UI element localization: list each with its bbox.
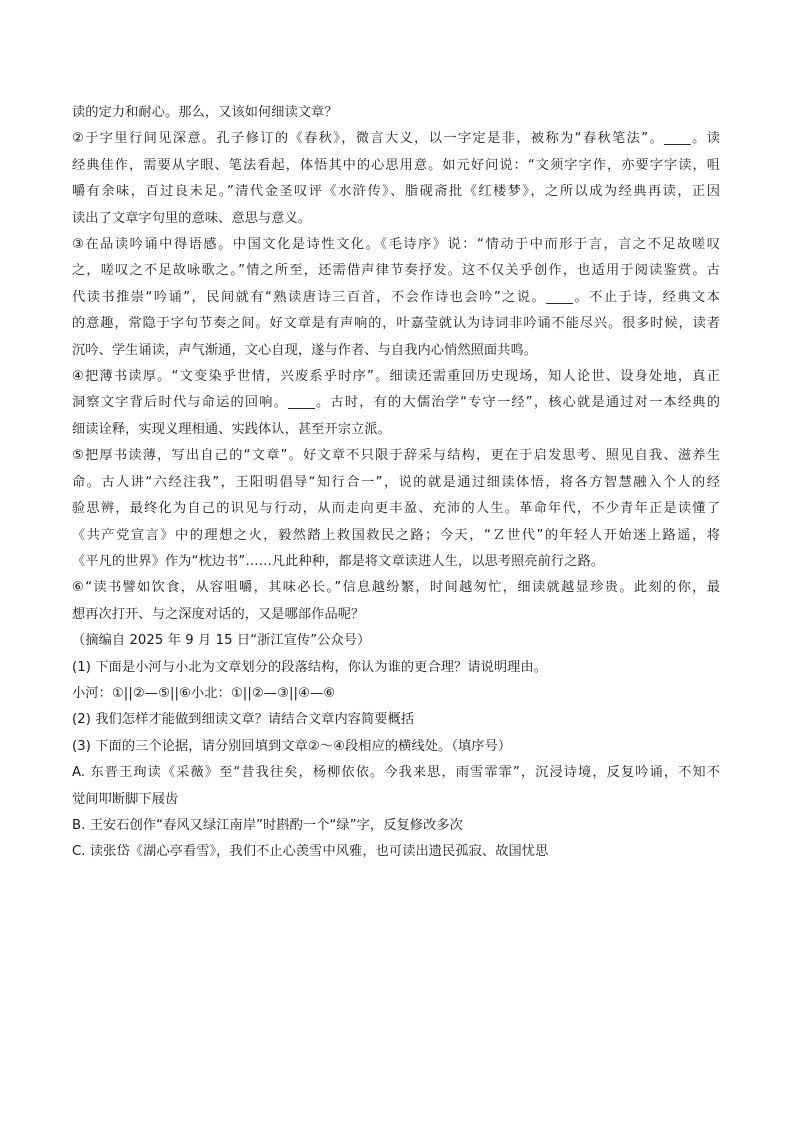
text-line: （摘编自 2025 年 9 月 15 日“浙江宣传”公众号） — [72, 633, 371, 649]
text-line: 想再次打开、与之深度对话的，又是哪部作品呢？ — [72, 606, 365, 622]
text-line: (3) 下面的三个论据，请分别回填到文章②～④段相应的横线处。（填序号） — [72, 738, 512, 754]
text-line: 细读诠释，实现义理相通、实践体认，甚至开宗立派。 — [72, 421, 391, 437]
text-line: 嚼有余味，百过良未足。”清代金圣叹评《水浒传》、脂砚斋批《红楼梦》，之所以成为经典再读，正因 — [72, 184, 720, 200]
document-page — [72, 100, 720, 866]
text-line: (2) 我们怎样才能做到细读文章？请结合文章内容简要概括 — [72, 712, 415, 728]
text-line: 之，嗟叹之不足故咏歌之。”情之所至，还需借声律节奏抒发。这不仅关乎创作，也适用于阅读鉴赏。古 — [72, 263, 720, 279]
text-line: ⑤把厚书读薄，写出自己的“文章”。好文章不只限于辞采与结构，更在于启发思考、照见自我、滋养生 — [72, 448, 720, 464]
text-line: B. 王安石创作“春风又绿江南岸”时斟酌一个“绿”字，反复修改多次 — [72, 817, 463, 833]
text-line: 觉间叩断脚下屐齿 — [72, 791, 179, 807]
text-line: 小河：①||②—⑤||⑥小北：①||②—③||④—⑥ — [72, 685, 336, 701]
text-line: 洞察文字背后时代与命运的回响。____。古时，有的大儒治学“专守一经”，核心就是通过对一本经典的 — [72, 395, 720, 411]
text-line: (1) 下面是小河与小北为文章划分的段落结构，你认为谁的更合理？请说明理由。 — [72, 659, 548, 675]
text-line: 读的定力和耐心。那么，又该如何细读文章？ — [72, 105, 338, 120]
text-line: 代读书推崇“吟诵”，民间就有“熟读唐诗三百首，不会作诗也会吟”之说。____。不止于诗，经典文本 — [72, 289, 720, 305]
text-line: ③在品读吟诵中得语感。中国文化是诗性文化。《毛诗序》说：“情动于中而形于言，言之不足故嗟叹 — [72, 237, 720, 253]
text-line: 读出了文章字句里的意味、意思与意义。 — [72, 210, 312, 226]
text-line: ⑥“读书譬如饮食，从容咀嚼，其味必长。”信息越纷繁，时间越匆忙，细读就越显珍贵。此刻的你，最 — [72, 580, 720, 596]
text-line: ②于字里行间见深意。孔子修订的《春秋》，微言大义，以一字定是非，被称为“春秋笔法”。____。读 — [72, 131, 720, 147]
text-line: A. 东晋王珣读《采薇》至“昔我往矣，杨柳依依。今我来思，雨雪霏霏”，沉浸诗境，反复吟诵，不知不 — [72, 765, 720, 781]
text-line: ④把薄书读厚。“文变染乎世情，兴废系乎时序”。细读还需重回历史现场，知人论世、设身处地，真正 — [72, 369, 720, 385]
text-line: 的意趣，常隐于字句节奏之间。好文章是有声响的，叶嘉莹就认为诗词非吟诵不能尽兴。很多时候，读者 — [72, 316, 720, 332]
text-line: 《平凡的世界》作为“枕边书”……凡此种种，都是将文章读进人生，以思考照亮前行之路。 — [72, 553, 605, 569]
text-line: 验思辨，最终化为自己的识见与行动，从而走向更丰盈、充沛的人生。革命年代，不少青年正是读懂了 — [72, 501, 720, 517]
text-line: 沉吟、学生诵读，声气渐通，文心自现，遂与作者、与自我内心悄然照面共鸣。 — [72, 342, 538, 358]
text-line: 经典佳作，需要从字眼、笔法看起，体悟其中的心思用意。如元好问说：“文须字字作，亦要字字读，咀 — [72, 157, 720, 173]
text-line: 《共产党宣言》中的理想之火，毅然踏上救国救民之路；今天，“Ｚ世代”的年轻人开始迷上路遥，将 — [72, 527, 720, 543]
text-line: C. 读张岱《湖心亭看雪》，我们不止心羡雪中风雅，也可读出遗民孤寂、故国忧思 — [72, 844, 549, 860]
text-line: 命。古人讲“六经注我”，王阳明倡导“知行合一”，说的就是通过细读体悟，将各方智慧融入个人的经 — [72, 474, 720, 490]
